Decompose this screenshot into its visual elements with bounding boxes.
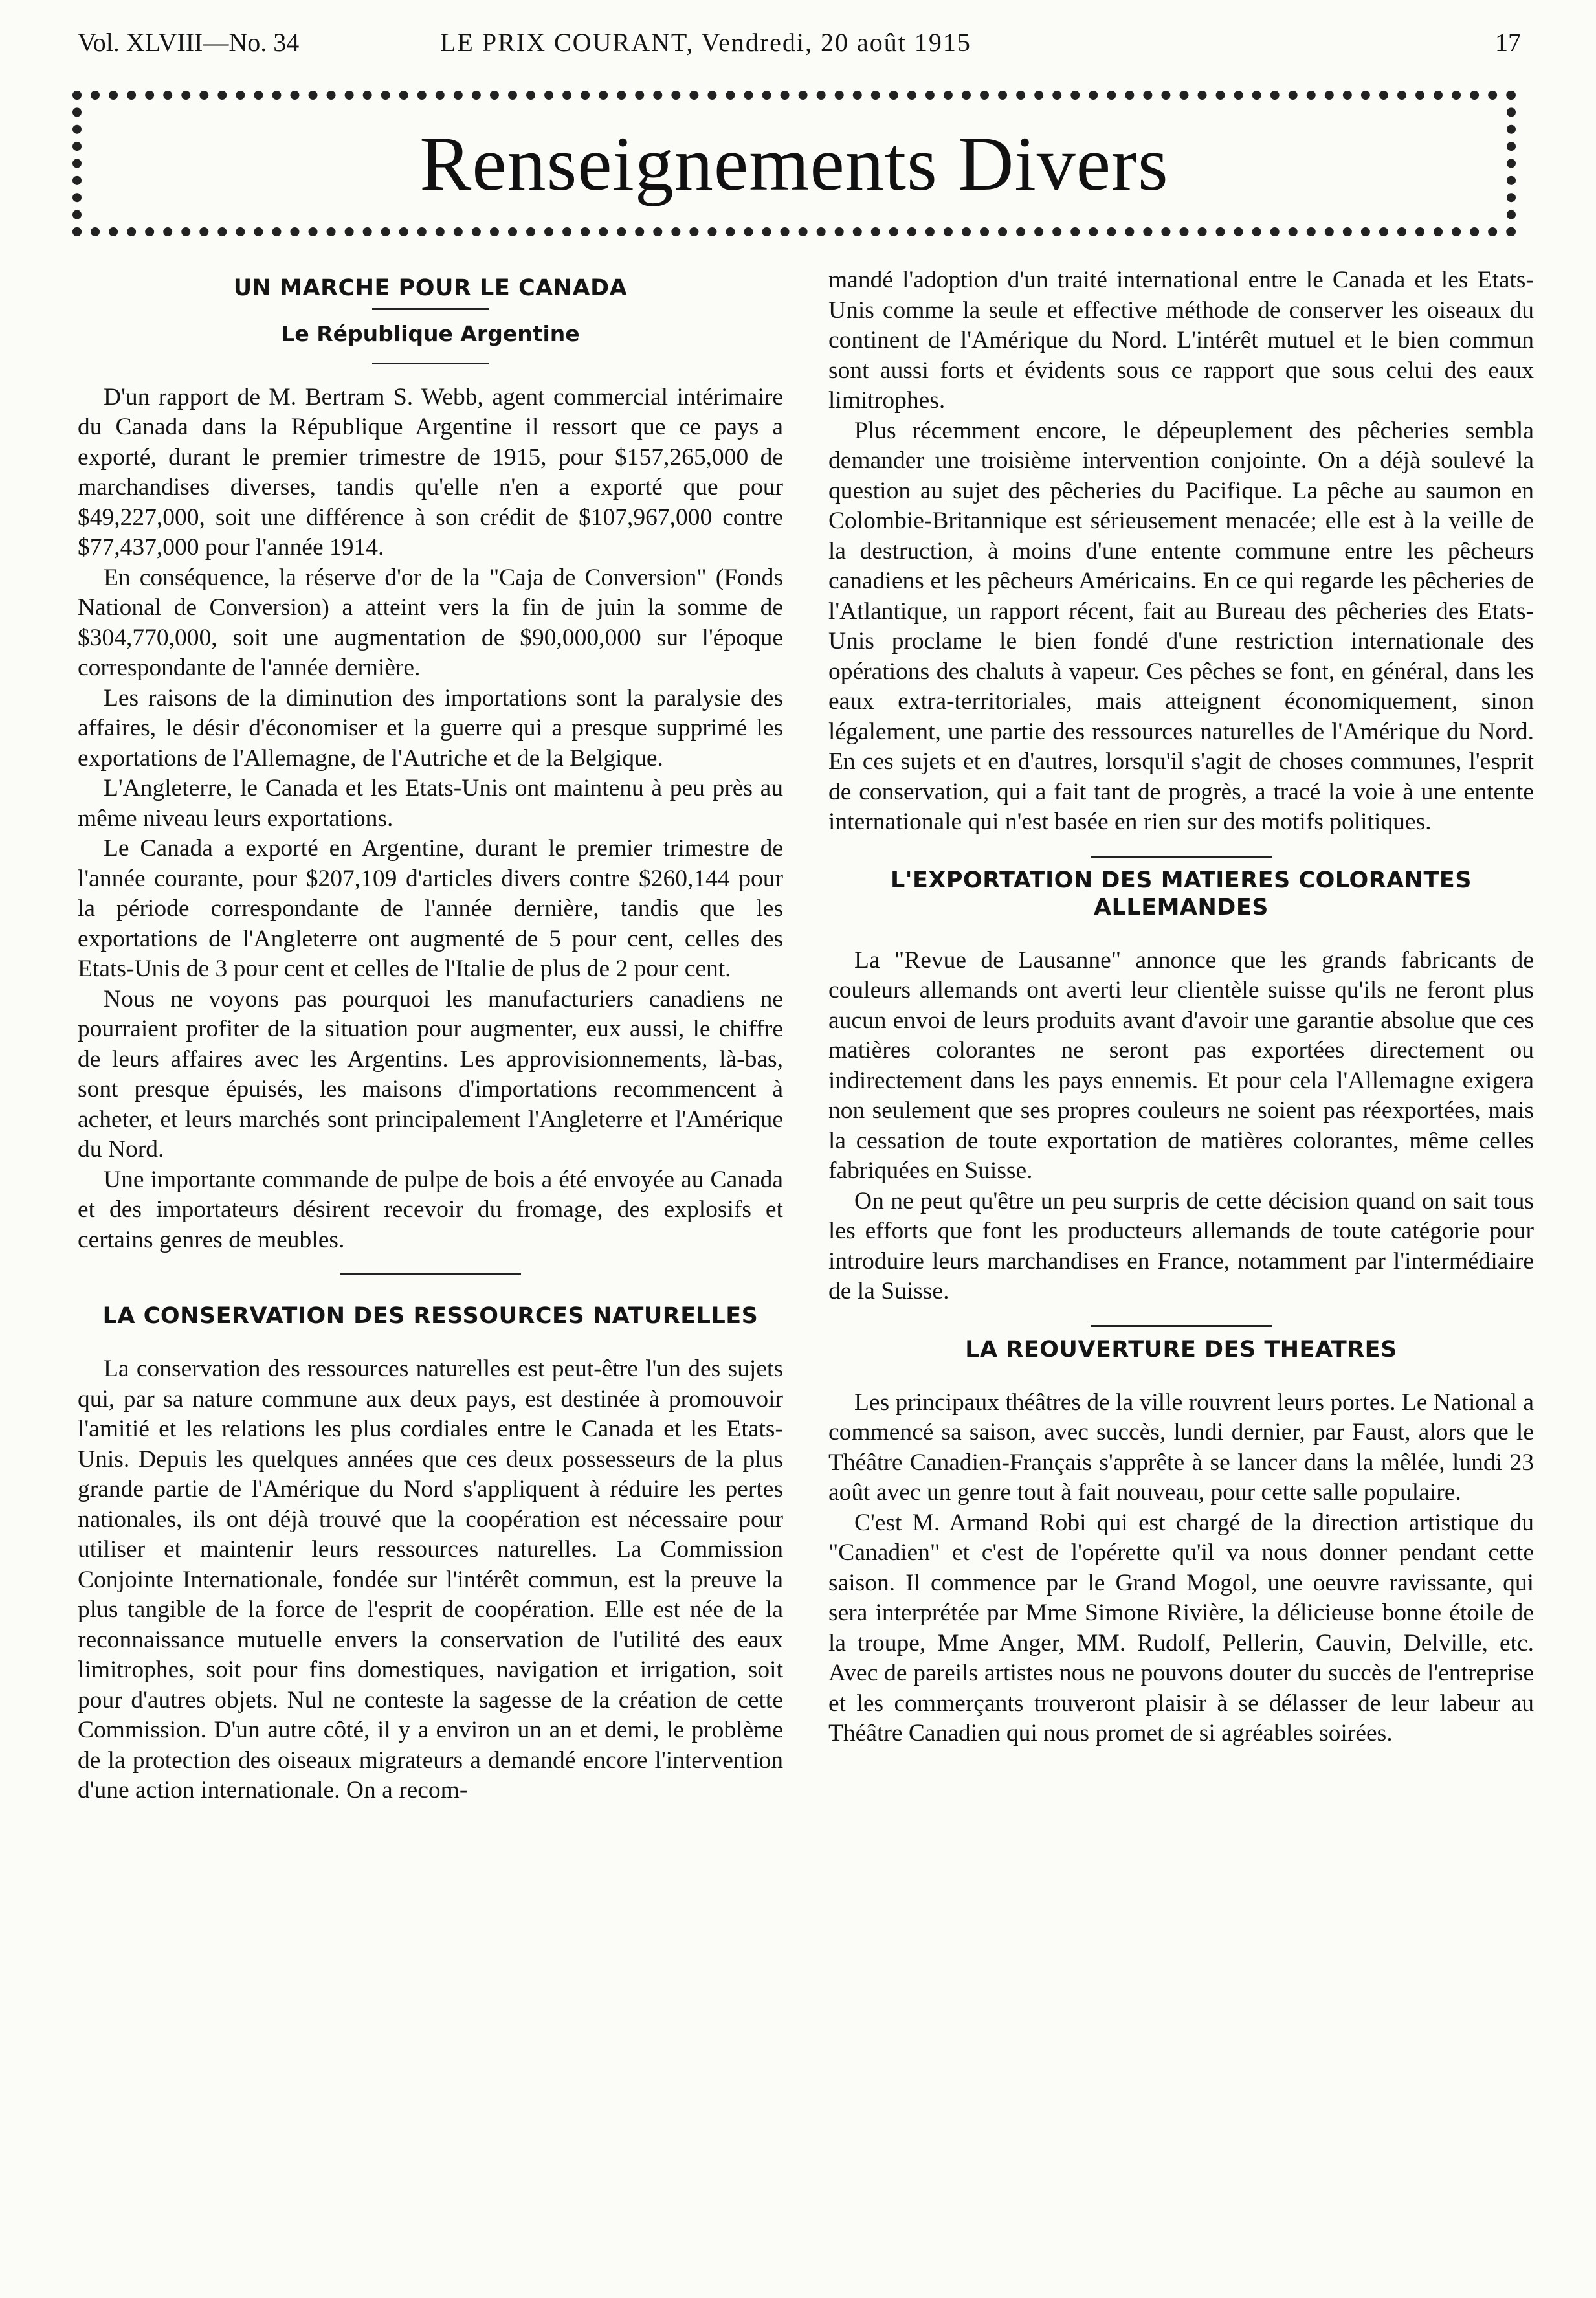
divider bbox=[1091, 1325, 1272, 1327]
article-subtitle-argentine: Le République Argentine bbox=[281, 321, 580, 346]
right-column bbox=[828, 265, 1534, 2272]
section-banner bbox=[72, 91, 1516, 236]
paragraph: Les principaux théâtres de la ville rouvrent leurs portes. Le National a commencé sa saison, avec succès, lundi dernier, par Faust, alors que le Théâtre Canadien-Français s'apprête à se lancer dans la mêlée, lundi 23 août avec un genre tout à fait nouveau, pour cette salle populaire. bbox=[828, 1389, 1534, 1506]
paragraph: Une importante commande de pulpe de bois a été envoyée au Canada et des importateurs désirent recevoir du fromage, des explosifs et certains genres de meubles. bbox=[78, 1166, 783, 1253]
paragraph: D'un rapport de M. Bertram S. Webb, agent commercial intérimaire du Canada dans la République Argentine il ressort que ce pays a exporté, durant le premier trimestre de 1915, pour $157,265,000 de marchandises diverses, tandis qu'elle n'en a exporté que pour $49,227,000, soit une différence à son crédit de $107,967,000 contre $77,437,000 pour l'année 1914. bbox=[78, 383, 783, 561]
divider bbox=[372, 308, 489, 310]
paragraph: La "Revue de Lausanne" annonce que les grands fabricants de couleurs allemands ont averti leur clientèle suisse qu'ils ne feront plus aucun envoi de leurs produits avant d'avoir une garantie absolue que ces matières colorantes ne seront pas exportées directement ou indirectement dans les pays ennemis. Et pour cela l'Allemagne exigera non seulement que ses propres couleurs ne soient pas réexportées, mais la cessation de toute exportation de matières colorantes, même celles fabriquées en Suisse. bbox=[828, 946, 1534, 1184]
volume-number: Vol. XLVIII—No. 34 bbox=[78, 28, 300, 57]
article-title-conservation: LA CONSERVATION DES RESSOURCES NATURELLES bbox=[102, 1303, 759, 1329]
paragraph: C'est M. Armand Robi qui est chargé de la direction artistique du "Canadien" et c'est de l'opérette qu'il va nous donner pendant cette saison. Il commence par le Grand Mogol, une oeuvre ravissante, qui sera interprétée par Mme Simone Rivière, la délicieuse bonne étoile de la troupe, Mme Anger, MM. Rudolf, Pellerin, Cauvin, Delville, etc. Avec de pareils artistes nous ne pouvons douter du succès de l'entreprise et les commerçants trouveront plaisir à se délasser de leur labeur au Théâtre Canadien qui nous promet de si agréables soirées. bbox=[828, 1509, 1534, 1746]
paragraph: Le Canada a exporté en Argentine, durant le premier trimestre de l'année courante, pour $207,109 d'articles divers contre $260,144 pour la période correspondante de l'année dernière, tandis que les exportations de l'Angleterre ont augmenté de 5 pour cent, celles des Etats-Unis de 3 pour cent et celles de l'Italie de plus de 2 pour cent. bbox=[78, 835, 783, 982]
section-title: Renseignements Divers bbox=[419, 120, 1169, 206]
paragraph: On ne peut qu'être un peu surpris de cette décision quand on sait tous les efforts que font les producteurs allemands de toute catégorie pour introduire leurs marchandises en France, notamment par l'intermédiaire de la Suisse. bbox=[828, 1187, 1534, 1304]
paragraph: Nous ne voyons pas pourquoi les manufacturiers canadiens ne pourraient profiter de la situation pour augmenter, eux aussi, le chiffre de leurs affaires avec les Argentins. Les approvisionnements, là-bas, sont presque épuisés, les maisons d'importations recommencent à acheter, et leurs marchés sont principalement l'Angleterre et l'Amérique du Nord. bbox=[78, 985, 783, 1163]
left-column bbox=[78, 265, 783, 2272]
article-title-matieres-colorantes: L'EXPORTATION DES MATIERES COLORANTES ALLEMANDES bbox=[890, 867, 1472, 920]
paragraph: L'Angleterre, le Canada et les Etats-Unis ont maintenu à peu près au même niveau leurs exportations. bbox=[78, 775, 783, 832]
page-number: 17 bbox=[1495, 28, 1521, 57]
running-head bbox=[78, 27, 1521, 66]
paragraph: La conservation des ressources naturelles est peut-être l'un des sujets qui, par sa nature commune aux deux pays, est destinée à promouvoir l'amitié et les relations les plus cordiales entre le Canada et les Etats-Unis. Depuis les quelques années que ces deux possesseurs de la plus grande partie de l'Amérique du Nord s'appliquent à réduire les pertes nationales, ils ont déjà trouvé que la coopération est nécessaire pour utiliser et maintenir leurs ressources naturelles. La Commission Conjointe Internationale, fondée sur l'intérêt commun, est la preuve la plus tangible de la force de l'esprit de coopération. Elle est née de la reconnaissance mutuelle envers la conservation de l'utilité des eaux limitrophes, soit pour fins domestiques, navigation et irrigation, soit pour d'autres objets. Nul ne conteste la sagesse de la création de cette Commission. D'un autre côté, il y a environ un an et demi, le problème de la protection des oiseaux migrateurs a demandé encore l'intervention d'une action internationale. On a recom- bbox=[78, 1355, 783, 1803]
divider bbox=[1091, 856, 1272, 858]
article-title-theatres: LA REOUVERTURE DES THEATRES bbox=[965, 1336, 1397, 1363]
publication-title-date: LE PRIX COURANT, Vendredi, 20 août 1915 bbox=[440, 28, 971, 57]
paragraph-continued: mandé l'adoption d'un traité international entre le Canada et les Etats-Unis comme la seule et effective méthode de conserver les oiseaux du continent de l'Amérique du Nord. L'intérêt mutuel et le bien commun sont aussi forts et évidents sous ce rapport que sous celui des eaux limitrophes. bbox=[828, 267, 1534, 414]
article-title-marche: UN MARCHE POUR LE CANADA bbox=[233, 275, 628, 301]
paragraph: Plus récemment encore, le dépeuplement des pêcheries sembla demander une troisième intervention conjointe. On a déjà soulevé la question au sujet des pêcheries du Pacifique. La pêche au saumon en Colombie-Britannique est sérieusement menacée; elle est à la veille de la destruction, à moins d'une entente commune entre les pêcheurs canadiens et les pêcheurs Américains. En ce qui regarde les pêcheries de l'Atlantique, un rapport récent, fait au Bureau des pêcheries des Etats-Unis proclame le bien fondé d'une restriction internationale des opérations des chaluts à vapeur. Ces pêches se font, en général, dans les eaux extra-territoriales, mais atteignent économiquement, sinon légalement, une partie des ressources naturelles de l'Amérique du Nord. En ces sujets et en d'autres, lorsqu'il s'agit de choses communes, l'esprit de conservation, qui a fait tant de progrès, a tracé la voie à une entente internationale qui n'est basée en rien sur des motifs politiques. bbox=[828, 417, 1534, 835]
paragraph: En conséquence, la réserve d'or de la "Caja de Conversion" (Fonds National de Conversion) a atteint vers la fin de juin la somme de $304,770,000, soit une augmentation de $90,000,000 sur l'époque correspondante de l'année dernière. bbox=[78, 564, 783, 681]
paragraph: Les raisons de la diminution des importations sont la paralysie des affaires, le désir d'économiser et la guerre qui a presque supprimé les exportations de l'Allemagne, de l'Autriche et de la Belgique. bbox=[78, 684, 783, 772]
